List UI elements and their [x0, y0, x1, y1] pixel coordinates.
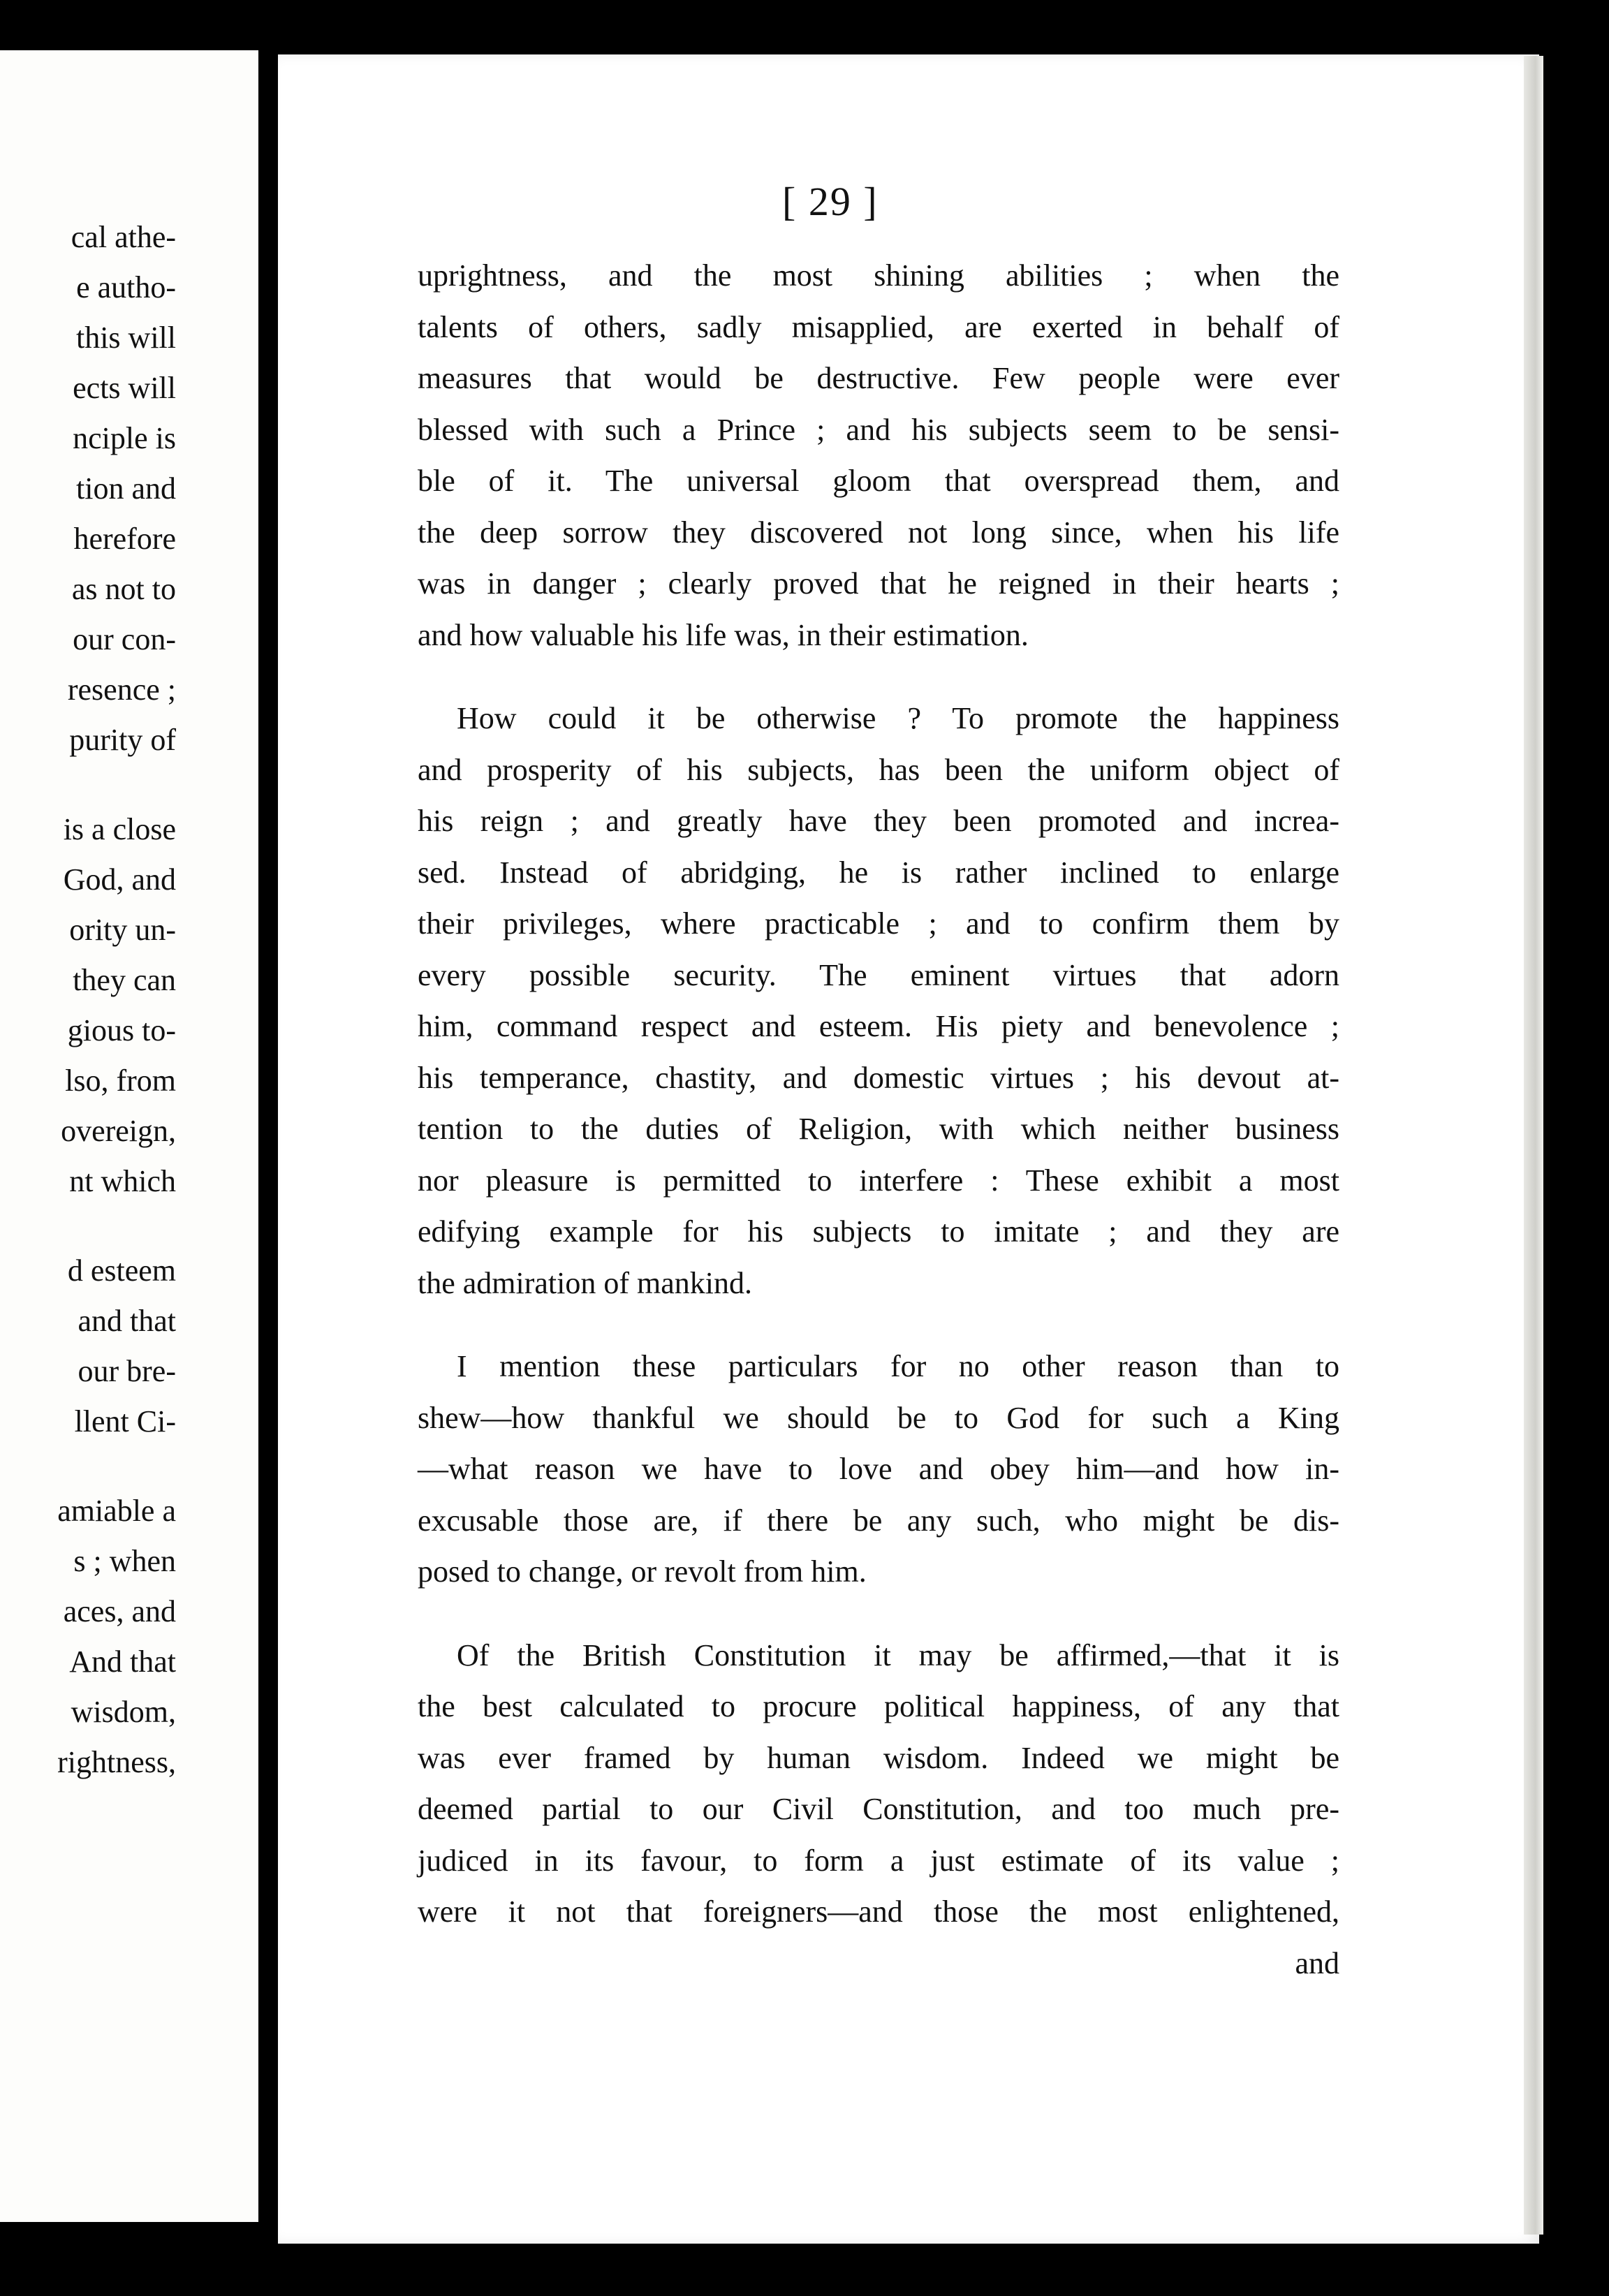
text-line: him, command respect and esteem. His piety and benevolence ; — [418, 1009, 1339, 1043]
text-line: nor pleasure is permitted to interfere : These exhibit a most — [418, 1163, 1339, 1198]
left-page-line: e autho- — [76, 270, 176, 304]
left-page-line: wisdom, — [71, 1695, 176, 1729]
left-page-line: ects will — [73, 371, 176, 405]
text-line: uprightness, and the most shining abilities ; when the — [418, 258, 1339, 293]
left-page-line: overeign, — [61, 1114, 176, 1148]
left-page-line: God, and — [63, 862, 176, 897]
text-line: —what reason we have to love and obey him—and how in- — [418, 1452, 1339, 1486]
text-line: was ever framed by human wisdom. Indeed we might be — [418, 1740, 1339, 1775]
left-page-line: rightness, — [57, 1745, 176, 1779]
text-line: shew—how thankful we should be to God for such a King — [418, 1400, 1339, 1435]
text-line: and prosperity of his subjects, has been the uniform object of — [418, 752, 1339, 787]
text-line: I mention these particulars for no other reason than to — [457, 1349, 1339, 1383]
left-page-line: gious to- — [67, 1013, 176, 1047]
text-line: was in danger ; clearly proved that he reigned in their hearts ; — [418, 566, 1339, 601]
left-page-line: purity of — [69, 723, 176, 757]
catchword: and — [1295, 1945, 1339, 1980]
text-line: posed to change, or revolt from him. — [418, 1554, 867, 1589]
text-line: Of the British Constitution it may be affirmed,—that it is — [457, 1638, 1339, 1672]
text-line: the admiration of mankind. — [418, 1265, 752, 1300]
left-page-line: is a close — [63, 812, 176, 846]
page-edge — [1524, 56, 1543, 2235]
left-page-line: nt which — [69, 1164, 176, 1198]
text-line: were it not that foreigners—and those the most enlightened, — [418, 1894, 1339, 1929]
left-page-line: cal athe- — [71, 220, 176, 254]
left-page-line: and that — [78, 1304, 176, 1338]
text-line: measures that would be destructive. Few people were ever — [418, 361, 1339, 395]
left-page-line: herefore — [73, 522, 176, 556]
text-line: every possible security. The eminent virtues that adorn — [418, 957, 1339, 992]
left-page-line: our con- — [73, 622, 176, 656]
left-page-line: as not to — [71, 572, 176, 606]
left-page-line: they can — [73, 963, 176, 997]
left-page-line: s ; when — [73, 1544, 176, 1578]
left-page-line: our bre- — [78, 1354, 176, 1388]
text-line: edifying example for his subjects to imitate ; and they are — [418, 1214, 1339, 1249]
left-page-line: this will — [75, 321, 176, 355]
left-page-line: resence ; — [67, 672, 176, 707]
left-page-line: aces, and — [63, 1594, 176, 1628]
text-line: his temperance, chastity, and domestic virtues ; his devout at- — [418, 1060, 1339, 1095]
text-line: his reign ; and greatly have they been promoted and increa- — [418, 804, 1339, 838]
text-line: deemed partial to our Civil Constitution, and too much pre- — [418, 1792, 1339, 1826]
text-line: judiced in its favour, to form a just estimate of its value ; — [418, 1843, 1339, 1878]
left-page-line: d esteem — [67, 1253, 176, 1288]
left-page-line: ority un- — [69, 913, 176, 947]
text-line: blessed with such a Prince ; and his subjects seem to be sensi- — [418, 412, 1339, 447]
left-page-line: tion and — [76, 471, 176, 506]
left-page-line: nciple is — [73, 421, 176, 455]
text-line: ble of it. The universal gloom that overspread them, and — [418, 464, 1339, 498]
text-line: talents of others, sadly misapplied, are exerted in behalf of — [418, 309, 1339, 344]
text-line: and how valuable his life was, in their estimation. — [418, 617, 1029, 652]
left-page-line: lso, from — [65, 1064, 176, 1098]
text-line: excusable those are, if there be any such, who might be dis- — [418, 1503, 1339, 1538]
left-page-line: amiable a — [57, 1494, 176, 1528]
text-line: the deep sorrow they discovered not long since, when his life — [418, 515, 1339, 550]
left-page-line: And that — [69, 1644, 176, 1679]
text-line: the best calculated to procure political happiness, of any that — [418, 1689, 1339, 1723]
text-line: their privileges, where practicable ; and to confirm them by — [418, 906, 1339, 941]
left-page — [0, 50, 258, 2222]
text-line: How could it be otherwise ? To promote the happiness — [457, 701, 1339, 735]
text-line: sed. Instead of abridging, he is rather inclined to enlarge — [418, 855, 1339, 890]
text-line: tention to the duties of Religion, with which neither business — [418, 1112, 1339, 1146]
page-number: [ 29 ] — [782, 179, 879, 224]
left-page-line: llent Ci- — [74, 1404, 176, 1438]
